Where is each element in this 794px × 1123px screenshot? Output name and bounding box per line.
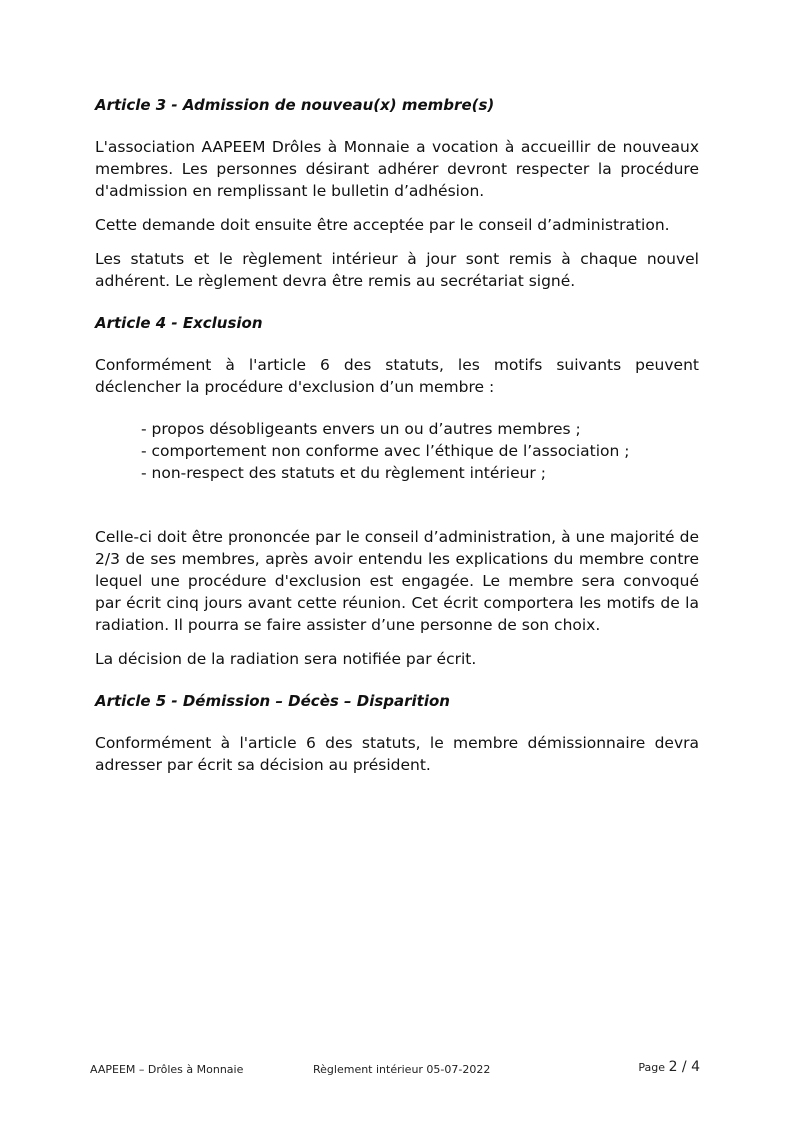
article-3-paragraph-2: Cette demande doit ensuite être acceptée par le conseil d’administration.: [95, 216, 670, 234]
page-content: [95, 94, 699, 788]
article-3-heading: Article 3 - Admission de nouveau(x) membre(s): [95, 96, 495, 114]
article-4-paragraph-2: La décision de la radiation sera notifiée par écrit.: [95, 650, 477, 668]
list-item: - non-respect des statuts et du règlement intérieur ;: [141, 464, 546, 482]
exclusion-reasons-list: [95, 418, 699, 484]
page-footer: [90, 1059, 700, 1079]
footer-organization: AAPEEM – Drôles à Monnaie: [90, 1063, 244, 1076]
footer-page-number: 2 / 4: [668, 1059, 700, 1075]
article-5-heading: Article 5 - Démission – Décès – Disparition: [95, 692, 450, 710]
article-3-paragraph-3: Les statuts et le règlement intérieur à jour sont remis à chaque nouvel adhérent. Le règlement devra être remis au secrétariat signé.: [95, 250, 699, 290]
footer-page-indicator: [638, 1059, 700, 1075]
article-4-heading: Article 4 - Exclusion: [95, 314, 263, 332]
article-3-paragraph-1: L'association AAPEEM Drôles à Monnaie a vocation à accueillir de nouveaux membres. Les personnes désirant adhérer devront respecter la procédure d'admission en remplissant le bulletin d’adhésion.: [95, 138, 699, 200]
list-item: - propos désobligeants envers un ou d’autres membres ;: [141, 420, 581, 438]
footer-page-label: Page: [638, 1061, 669, 1074]
article-4-paragraph-1: Celle-ci doit être prononcée par le conseil d’administration, à une majorité de 2/3 de ses membres, après avoir entendu les explications du membre contre lequel une procédure d'exclusion est engagée. Le membre sera convoqué par écrit cinq jours avant cette réunion. Cet écrit comportera les motifs de la radiation. Il pourra se faire assister d’une personne de son choix.: [95, 528, 699, 634]
footer-document-title: Règlement intérieur 05-07-2022: [313, 1063, 491, 1076]
article-4-intro: Conformément à l'article 6 des statuts, les motifs suivants peuvent déclencher la procédure d'exclusion d’un membre :: [95, 356, 699, 396]
article-5-paragraph-1: Conformément à l'article 6 des statuts, le membre démissionnaire devra adresser par écrit sa décision au président.: [95, 734, 699, 774]
list-item: - comportement non conforme avec l’éthique de l’association ;: [141, 442, 630, 460]
